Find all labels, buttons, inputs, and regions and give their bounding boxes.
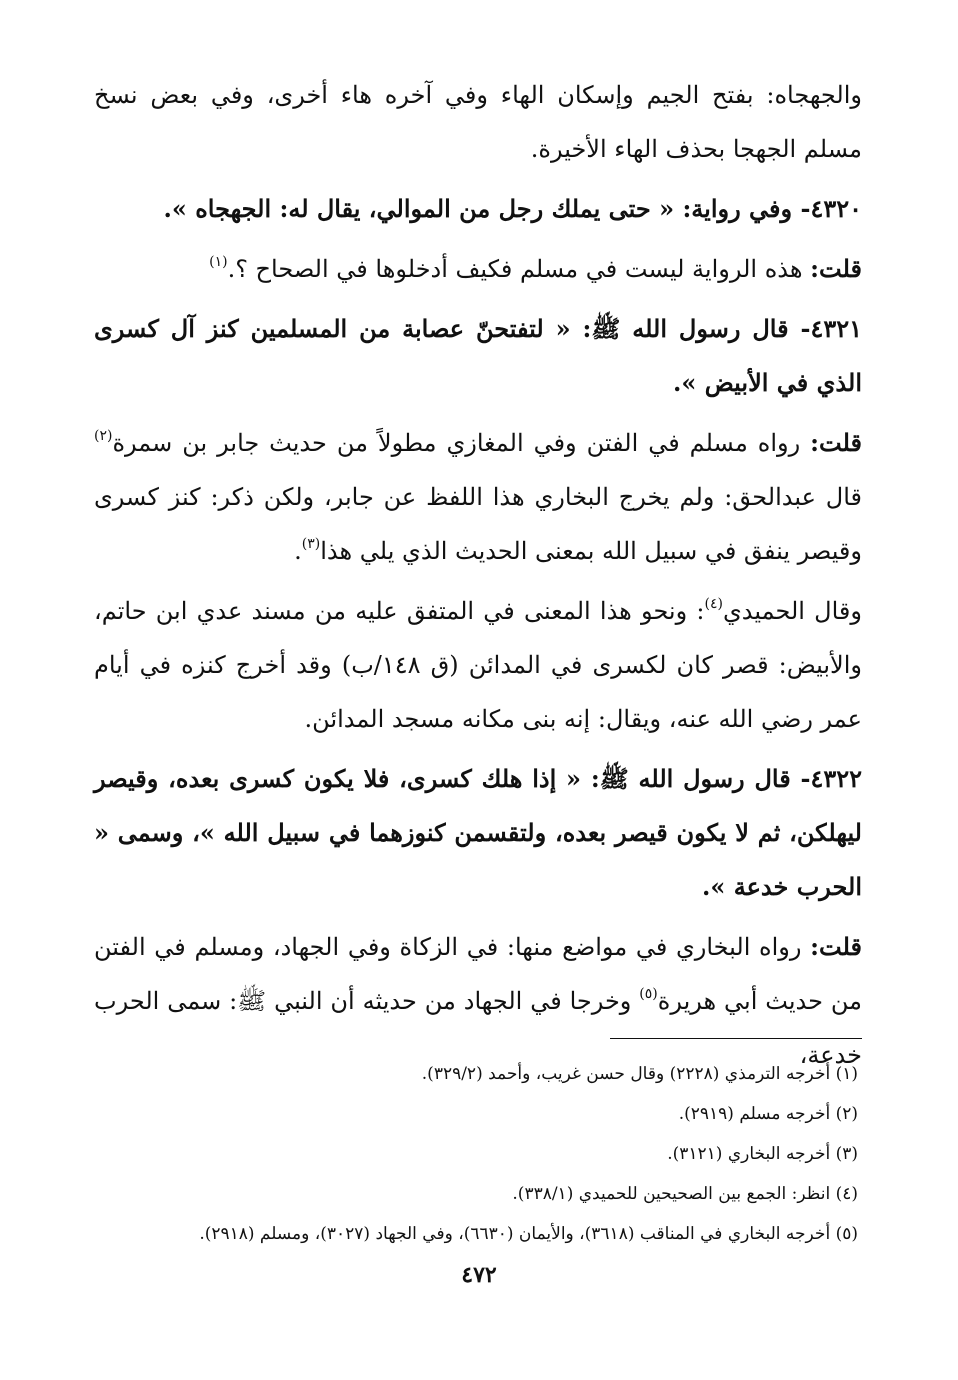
qultu-label: قلت: xyxy=(810,932,862,961)
paragraph-text: ٤٣٢٢- قال رسول الله ﷺ: « إذا هلك كسرى، فلا يكون كسرى بعده، وقيصر ليهلكن، ثم لا يكون قيصر بعده، ولتقسمن كنوزهما في سبيل الله »، وسمى « الحرب خدعة ». xyxy=(94,764,863,901)
footnote-2: (٢) أخرجه مسلم (٢٩١٩). xyxy=(678,1104,858,1124)
comment-4320 xyxy=(94,242,862,296)
paragraph-text: : ونحو هذا المعنى في المتفق عليه من مسند عدي ابن حاتم، والأبيض: قصر كان لكسرى في المدائن (ق ١٤٨/ب) وقد أخرج كنزه في أيام عمر رضي الله عنه، ويقال: إنه بنى مكانه مسجد المدائن. xyxy=(94,597,862,733)
main-text xyxy=(94,68,862,1082)
hadith-4321 xyxy=(94,302,862,410)
footnote-ref: (٢) xyxy=(94,428,113,444)
footnote-5: (٥) أخرجه البخاري في المناقب (٣٦١٨)، والأيمان (٦٦٣٠)، وفي الجهاد (٣٠٢٧)، ومسلم (٢٩١٨). xyxy=(199,1224,858,1244)
humaydi-note xyxy=(94,584,862,746)
footnote-ref: (٥) xyxy=(639,986,658,1002)
footnotes xyxy=(94,1054,858,1254)
paragraph-text: وقال الحميدي xyxy=(722,597,862,625)
paragraph-text: ٤٣٢١- قال رسول الله ﷺ: « لتفتحنّ عصابة من المسلمين كنز آل كسرى الذي في الأبيض ». xyxy=(94,314,862,397)
footnote-ref: (٣) xyxy=(301,536,321,552)
paragraph-text: هذه الرواية ليست في مسلم فكيف أدخلوها في الصحاح ؟. xyxy=(227,255,811,283)
paragraph-jahjah-note xyxy=(94,68,862,176)
page-number: ٤٧٢ xyxy=(461,1262,497,1288)
paragraph-text: والجهجاه: بفتح الجيم وإسكان الهاء وفي آخره هاء أخرى، وفي بعض نسخ مسلم الجهجا بحذف الهاء الأخيرة. xyxy=(94,81,862,163)
footnote-divider xyxy=(610,1038,862,1039)
footnote-ref: (٤) xyxy=(704,596,723,612)
paragraph-text: رواه مسلم في الفتن وفي المغازي مطولاً من حديث جابر بن سمرة xyxy=(112,429,811,457)
footnote-3: (٣) أخرجه البخاري (٣١٢١). xyxy=(667,1144,858,1164)
paragraph-text: رواه البخاري في مواضع منها: في الزكاة وفي الجهاد، ومسلم في الفتن من حديث أبي هريرة xyxy=(94,933,863,1015)
paragraph-text: ٤٣٢٠- وفي رواية: « حتى يملك رجل من الموالي، يقال له: الجهجاه ». xyxy=(163,194,862,223)
paragraph-text: قال عبدالحق: ولم يخرج البخاري هذا اللفظ عن جابر، ولكن ذكر: كنز كسرى وقيصر ينفق في سبيل الله بمعنى الحديث الذي يلي هذا xyxy=(94,483,862,565)
qultu-label: قلت: xyxy=(810,254,862,283)
paragraph-text: . xyxy=(294,537,302,565)
hadith-4320 xyxy=(94,182,862,236)
qultu-label: قلت: xyxy=(810,428,862,457)
comment-4321 xyxy=(94,416,862,578)
hadith-4322 xyxy=(94,752,862,914)
paragraph-text: وخرجا في الجهاد من حديثه أن النبي ﷺ: سمى الحرب خدعة، xyxy=(94,987,862,1069)
footnote-4: (٤) انظر: الجمع بين الصحيحين للحميدي (٣٣٨/١). xyxy=(512,1184,858,1204)
footnote-ref: (١) xyxy=(209,254,228,270)
footnote-1: (١) أخرجه الترمذي (٢٢٢٨) وقال حسن غريب، وأحمد (٣٢٩/٢). xyxy=(421,1064,858,1084)
